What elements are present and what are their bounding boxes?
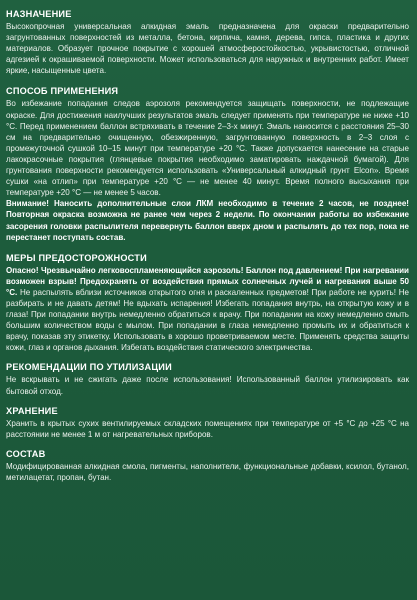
section-title-purpose: НАЗНАЧЕНИЕ xyxy=(6,9,72,19)
section-title-composition: СОСТАВ xyxy=(6,448,46,459)
purpose-text: Высокопрочная универсальная алкидная эмаль предназначена для окраски предварительно загрунтованных поверхностей из металла, бетона, кирпича, камня, дерева, гипса, пластика и других материалов. Образует прочное покрытие с хорошей атмосферостойкостью, укрывистостью, отличной адгезией к окрашиваемой поверхности. Может использоваться для наружных и внутренних работ. Имеет яркие, насыщенные цвета. xyxy=(6,22,409,76)
section-title-disposal: РЕКОМЕНДАЦИИ ПО УТИЛИЗАЦИИ xyxy=(6,362,172,373)
application-warning: Внимание! Наносить дополнительные слои ЛКМ необходимо в течение 2 часов, не позднее! Повторная окраска возможна не ранее чем через 2 недели. По окончании работы во избежание засорения головки распылителя перевернуть баллон вверх дном и распылять до тех пор, пока не перестанет поступать состав. xyxy=(6,199,409,242)
section-disposal xyxy=(6,361,409,396)
composition-text: Модифицированная алкидная смола, пигменты, наполнители, функциональные добавки, ксилол, бутанол, метилацетат, пропан, бутан. xyxy=(6,461,409,482)
storage-text: Хранить в крытых сухих вентилируемых складских помещениях при температуре от +5 °С до +25 °С на расстоянии не менее 1 м от нагревательных приборов. xyxy=(6,418,409,439)
section-storage xyxy=(6,405,409,440)
section-purpose xyxy=(6,8,409,76)
section-composition xyxy=(6,448,409,483)
disposal-text: Не вскрывать и не сжигать даже после использования! Использованный баллон утилизировать как бытовой отход. xyxy=(6,375,409,396)
application-text: Во избежание попадания следов аэрозоля рекомендуется защищать поверхности, не подлежащие окраске. Для достижения наилучших результатов эмаль следует применять при температуре не ниже +10 °С. Перед применением баллон встряхивать в течение 2–3-х минут. Эмаль наносится с расстояния 25–30 см на предварительно очищенную, обезжиренную, загрунтованную поверхность в 2–3 слоя с промежуточной сушкой 10–15 минут при температуре +20 °С. Также допускается нанесение на старые лакокрасочные покрытия (глянцевые покрытия необходимо заматировать наждачной бумагой). Для грунтования поверхности рекомендуется использовать «Универсальный алкидный грунт Elcon». Время сушки «на отлип» при температуре +20 °С — не менее 40 минут. Время полного высыхания при температуре +20 °С — не менее 5 часов. xyxy=(6,99,409,198)
precautions-text xyxy=(6,265,409,354)
section-application xyxy=(6,85,409,242)
precautions-danger: Опасно! Чрезвычайно легковоспламеняющийся аэрозоль! Баллон под давлением! При нагревании возможен взрыв! Предохранять от воздействия прямых солнечных лучей и нагревания выше 50 °С. xyxy=(6,265,409,297)
section-title-application: СПОСОБ ПРИМЕНЕНИЯ xyxy=(6,86,119,97)
section-title-precautions: МЕРЫ ПРЕДОСТОРОЖНОСТИ xyxy=(6,252,147,263)
section-title-storage: ХРАНЕНИЕ xyxy=(6,405,58,416)
section-precautions xyxy=(6,252,409,354)
precautions-instructions: Не распылять вблизи источников открытого огня и раскаленных предметов! При работе не курить! Не разбирать и не давать детям! Не вдыхать испарения! Избегать попадания внутрь, на открытую кожу и в глаза! При попадании внутрь немедленно обратиться к врачу. При попадании на кожу немедленно смыть большим количеством воды с мылом. При попадании в глаза немедленно промыть их и обратиться к врачу, показав эту этикетку. Использовать в хорошо проветриваемом месте. Применять средства защиты кожи, глаз и органов дыхания. Избегать воздействия статического электричества. xyxy=(6,287,409,353)
